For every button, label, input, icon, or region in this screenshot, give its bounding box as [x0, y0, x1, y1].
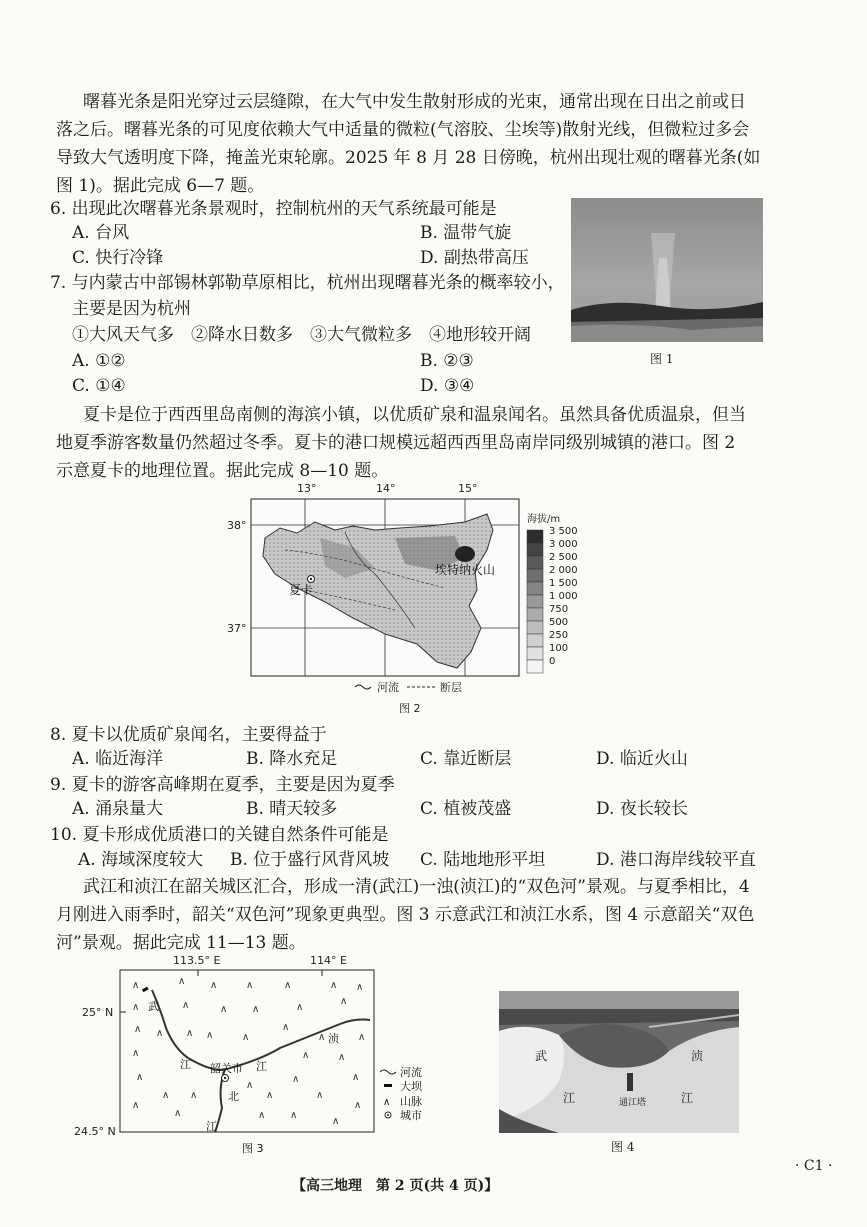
q9-option-a: A. 涌泉量大	[72, 799, 164, 819]
legend-swatch	[527, 530, 543, 543]
q7-option-b: B. ②③	[420, 351, 474, 371]
mountain-icon: ∧	[316, 1090, 324, 1101]
q10-stem: 10. 夏卡形成优质港口的关键自然条件可能是	[50, 825, 389, 845]
city-label: 韶关市	[210, 1062, 243, 1075]
mountain-icon: ∧	[156, 1028, 164, 1039]
q9-option-b: B. 晴天较多	[246, 799, 338, 819]
mountain-icon: ∧	[266, 1090, 274, 1101]
legend3-dam-label: 大坝	[400, 1080, 422, 1093]
q9-stem: 9. 夏卡的游客高峰期在夏季，主要是因为夏季	[50, 775, 395, 795]
mountain-icon: ∧	[132, 1100, 140, 1111]
mountain-icon: ∧	[246, 1080, 254, 1091]
q8-option-a: A. 临近海洋	[72, 749, 164, 769]
figure-3-river-map	[70, 948, 450, 1158]
passage3-line-2: 月刚进入雨季时，韶关“双色河”现象更典型。图 3 示意武江和浈江水系，图 4 示意韶关“双色	[56, 905, 755, 925]
legend-swatch	[527, 556, 543, 569]
mountain-icon: ∧	[356, 982, 364, 993]
legend-swatch	[527, 595, 543, 608]
q8-option-d: D. 临近火山	[596, 749, 688, 769]
q10-option-a: A. 海域深度较大	[78, 850, 204, 870]
q7-option-d: D. ③④	[420, 376, 475, 396]
mountain-icon: ∧	[220, 1004, 228, 1015]
figure-3-caption: 图 3	[242, 1142, 264, 1155]
passage1-line-2: 落之后。曙暮光条的可见度依赖大气中适量的微粒(气溶胶、尘埃等)散射光线，但微粒过多会	[56, 120, 750, 140]
photo4-wu-label: 武	[535, 1049, 548, 1063]
photo4-jiang-label-1: 江	[563, 1091, 576, 1105]
mountain-icon: ∧	[358, 1032, 366, 1043]
q7-stem-1: 7. 与内蒙古中部锡林郭勒草原相比，杭州出现曙暮光条的概率较小，	[50, 273, 565, 293]
q10-option-b: B. 位于盛行风背风坡	[230, 850, 390, 870]
shaoguan-city-dot	[224, 1077, 226, 1079]
mountain-icon: ∧	[132, 1002, 140, 1013]
legend-title: 海拔/m	[527, 514, 561, 525]
legend-fault-label: 断层	[440, 681, 462, 694]
jiang-char-label-2: 江	[256, 1060, 267, 1073]
mountain-icon: ∧	[332, 1116, 340, 1127]
q8-stem: 8. 夏卡以优质矿泉闻名，主要得益于	[50, 725, 327, 745]
passage1-line-4: 图 1)。据此完成 6—7 题。	[56, 176, 265, 196]
mountain-icon: ∧	[190, 1090, 198, 1101]
tongjiang-tower-shape	[627, 1073, 633, 1091]
lon-14-label: 14°	[376, 482, 396, 495]
q6-option-b: B. 温带气旋	[420, 223, 512, 243]
lon-15-label: 15°	[458, 482, 478, 495]
zhen-char-label: 浈	[328, 1032, 339, 1045]
mountain-icon: ∧	[354, 1100, 362, 1111]
q9-option-d: D. 夜长较长	[596, 799, 688, 819]
photo4-tower-label: 通江塔	[619, 1098, 647, 1108]
mountain-icon: ∧	[242, 1032, 250, 1043]
etna-label: 埃特纳火山	[435, 563, 496, 577]
lon-114-label: 114° E	[310, 954, 347, 967]
jiang-char-label-1: 江	[180, 1058, 191, 1071]
q8-option-c: C. 靠近断层	[420, 749, 512, 769]
legend-value-label: 3 500	[549, 526, 578, 537]
mountain-icon: ∧	[282, 1022, 290, 1033]
crepuscular-rays-illustration	[571, 198, 763, 342]
figure-2-sicily-map	[225, 478, 595, 718]
passage3-line-1: 武江和浈江在韶关城区汇合，形成一清(武江)一浊(浈江)的“双色河”景观。与夏季相比，4	[83, 877, 750, 897]
mountain-icon: ∧	[352, 1072, 360, 1083]
legend-value-label: 750	[549, 604, 569, 615]
legend3-mountain-label: 山脉	[400, 1095, 422, 1108]
legend-value-label: 2 500	[549, 552, 578, 563]
legend3-river-label: 河流	[400, 1066, 422, 1079]
figure-1-photo	[571, 198, 763, 342]
legend3-dam-symbol	[384, 1084, 392, 1087]
legend3-river-symbol	[380, 1070, 396, 1074]
sciacca-label: 夏卡	[289, 583, 314, 597]
wu-char-label: 武	[148, 1000, 159, 1013]
legend-river-label: 河流	[377, 681, 399, 694]
legend-value-label: 250	[549, 630, 569, 641]
lat-38-label: 38°	[227, 519, 247, 532]
etna-peak	[455, 546, 475, 562]
q6-option-d: D. 副热带高压	[420, 248, 529, 268]
lon-113-5-label: 113.5° E	[173, 954, 221, 967]
legend-swatch	[527, 647, 543, 660]
photo4-jiang-label-2: 江	[681, 1091, 694, 1105]
mountain-icon: ∧	[186, 1028, 194, 1039]
mountain-icon: ∧	[318, 1032, 326, 1043]
figure-1-caption: 图 1	[650, 352, 674, 366]
mountain-icon: ∧	[252, 1004, 260, 1015]
mountain-icon: ∧	[136, 1072, 144, 1083]
mountain-icon: ∧	[296, 1002, 304, 1013]
legend-river-symbol	[355, 685, 371, 689]
legend-swatch	[527, 621, 543, 634]
mountain-icon: ∧	[290, 1110, 298, 1121]
legend-swatch	[527, 569, 543, 582]
mountain-icon: ∧	[178, 976, 186, 987]
q7-items: ①大风天气多 ②降水日数多 ③大气微粒多 ④地形较开阔	[72, 325, 531, 345]
passage2-line-2: 地夏季游客数量仍然超过冬季。夏卡的港口规模远超西西里岛南岸同级别城镇的港口。图 2	[56, 433, 736, 453]
legend-value-label: 0	[549, 656, 556, 667]
mountain-icon: ∧	[206, 1030, 214, 1041]
passage2-line-1: 夏卡是位于西西里岛南侧的海滨小镇，以优质矿泉和温泉闻名。虽然具备优质温泉，但当	[83, 405, 746, 425]
mountain-icon: ∧	[330, 980, 338, 991]
passage1-line-1: 曙暮光条是阳光穿过云层缝隙，在大气中发生散射形成的光束，通常出现在日出之前或日	[83, 92, 746, 112]
mountain-icon: ∧	[258, 1110, 266, 1121]
figure-4-photo	[499, 991, 739, 1133]
lat-37-label: 37°	[227, 622, 247, 635]
legend-value-label: 2 000	[549, 565, 578, 576]
mountain-icon: ∧	[338, 1052, 346, 1063]
q10-option-c: C. 陆地地形平坦	[420, 850, 546, 870]
legend-swatch	[527, 582, 543, 595]
legend-value-label: 1 500	[549, 578, 578, 589]
photo4-zhen-label: 浈	[691, 1049, 704, 1063]
q6-option-c: C. 快行冷锋	[72, 248, 164, 268]
legend-value-label: 3 000	[549, 539, 578, 550]
page-code: · C1 ·	[795, 1158, 833, 1174]
passage3-line-3: 河”景观。据此完成 11—13 题。	[56, 933, 306, 953]
q10-option-d: D. 港口海岸线较平直	[596, 850, 756, 870]
mountain-icon: ∧	[284, 980, 292, 991]
legend3-city-label: 城市	[400, 1109, 422, 1122]
q7-option-a: A. ①②	[72, 351, 126, 371]
figure-2-caption: 图 2	[399, 702, 421, 715]
mountain-icon: ∧	[340, 996, 348, 1007]
bei-char-label: 北	[228, 1090, 239, 1103]
q7-stem-2: 主要是因为杭州	[72, 299, 191, 319]
legend-value-label: 1 000	[549, 591, 578, 602]
lon-13-label: 13°	[297, 482, 317, 495]
legend-value-label: 100	[549, 643, 569, 654]
mountain-icon: ∧	[292, 1074, 300, 1085]
q6-option-a: A. 台风	[72, 223, 130, 243]
mountain-icon: ∧	[132, 980, 140, 991]
q8-option-b: B. 降水充足	[246, 749, 338, 769]
lat-25-label: 25° N	[82, 1006, 114, 1019]
passage2-line-3: 示意夏卡的地理位置。据此完成 8—10 题。	[56, 461, 389, 481]
mountain-icon: ∧	[174, 1108, 182, 1119]
mountain-icon: ∧	[246, 980, 254, 991]
elevation-legend	[527, 526, 578, 673]
legend-swatch	[527, 660, 543, 673]
mountain-icon: ∧	[134, 1024, 142, 1035]
q9-option-c: C. 植被茂盛	[420, 799, 512, 819]
legend3-mountain-symbol: ∧	[383, 1097, 391, 1108]
mountain-icon: ∧	[182, 1000, 190, 1011]
lat-24-5-label: 24.5° N	[74, 1125, 116, 1138]
legend-swatch	[527, 608, 543, 621]
jiang-char-label-3: 江	[206, 1120, 217, 1133]
figure-4-caption: 图 4	[611, 1140, 635, 1154]
legend-swatch	[527, 543, 543, 556]
legend3-city-dot	[387, 1114, 389, 1116]
mountain-icon: ∧	[162, 1090, 170, 1101]
q6-stem: 6. 出现此次曙暮光条景观时，控制杭州的天气系统最可能是	[50, 199, 497, 219]
page-footer: 【高三地理 第 2 页(共 4 页)】	[292, 1178, 499, 1194]
sciacca-town-dot	[310, 578, 312, 580]
mountain-icon: ∧	[132, 1048, 140, 1059]
legend-value-label: 500	[549, 617, 569, 628]
legend-swatch	[527, 634, 543, 647]
q7-option-c: C. ①④	[72, 376, 126, 396]
map3-frame	[120, 970, 374, 1132]
mountain-icon: ∧	[302, 1050, 310, 1061]
passage1-line-3: 导致大气透明度下降，掩盖光束轮廓。2025 年 8 月 28 日傍晚，杭州出现壮观的曙暮光条(如	[56, 148, 761, 168]
mountain-icon: ∧	[210, 980, 218, 991]
